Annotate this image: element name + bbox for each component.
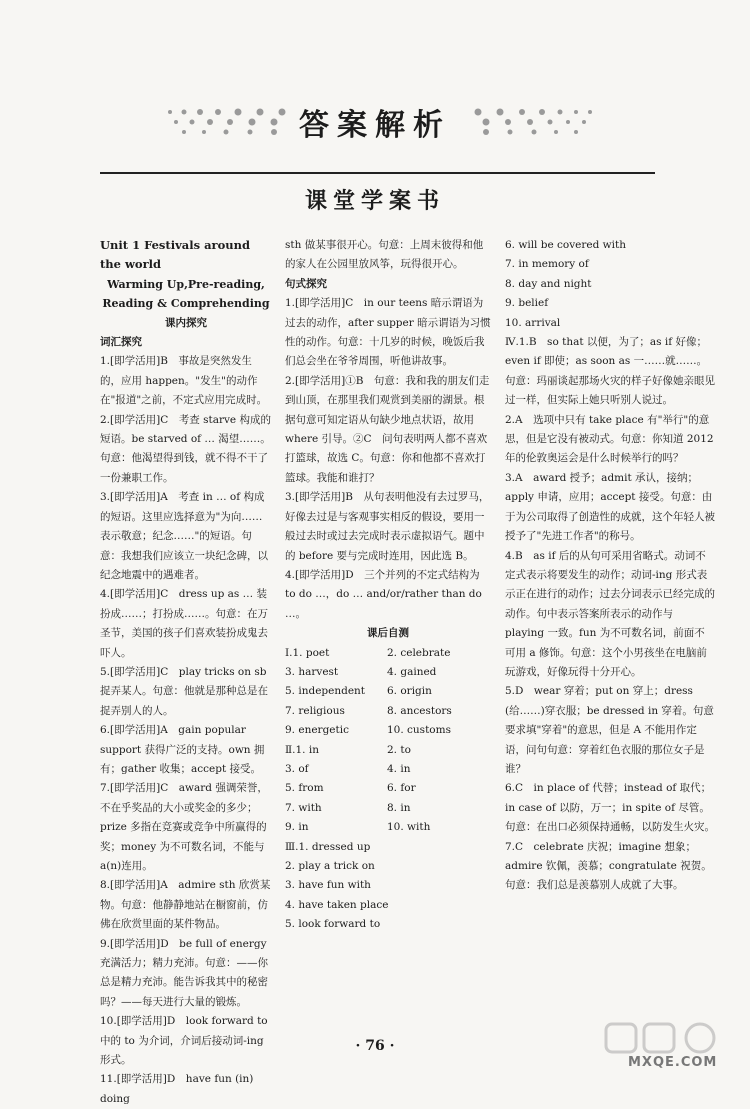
page-title: 答案解析 bbox=[299, 108, 451, 143]
answer-item: 4.[即学活用]D 三个并列的不定式结构为 to do …，do … and/or/rather than do …。 bbox=[285, 568, 482, 620]
exercise-answer: 3. harvest bbox=[285, 665, 339, 678]
answer-item: 5.[即学活用]C play tricks on sb 捉弄某人。句意：他就是那种总是在捉弄别人的人。 bbox=[100, 665, 268, 717]
answer-item: 3.[即学活用]A 考查 in … of 构成的短语。这里应选择意为"为向……表示敬意；纪念……"的短语。句意：我想我们应该立一块纪念碑，以纪念地震中的遇难者。 bbox=[100, 491, 268, 581]
exercise-answer: 10. customs bbox=[387, 724, 451, 737]
exercise-answer: 2. to bbox=[387, 743, 411, 756]
answer-item: 11.[即学活用]D have fun (in) doing bbox=[100, 1073, 254, 1105]
section-title: 课堂学案书 bbox=[304, 188, 445, 214]
page-number: · 76 · bbox=[355, 1038, 395, 1054]
answer-item: 6.[即学活用]A gain popular support 获得广泛的支持。own 拥有；gather 收集；accept 接受。 bbox=[100, 724, 265, 775]
sentence-heading: 句式探究 bbox=[285, 277, 327, 290]
header-rule bbox=[100, 172, 655, 174]
exercise-answer: 6. origin bbox=[387, 685, 432, 698]
exercise-answer: 9. in bbox=[285, 821, 309, 834]
exercise-answer: 9. energetic bbox=[285, 724, 349, 737]
exercise-answer: 5. from bbox=[285, 782, 324, 795]
answer-item: 1.[即学活用]B 事故是突然发生的，应用 happen。"发生"的动作在"报道"之前，不定式应用完成时。 bbox=[100, 355, 268, 407]
exercise-answer: 7. with bbox=[285, 801, 322, 814]
exercise-answer: 4. gained bbox=[387, 665, 437, 678]
exercise-2-grid bbox=[285, 741, 491, 838]
exercise-answer: 7. in memory of bbox=[505, 258, 589, 271]
answer-item: 4.B as if 后的从句可采用省略式。动词不定式表示将要发生的动作；动词-ing 形式表示正在进行的动作；过去分词表示已经完成的动作。句中表示答案所表示的动作与 playing 一致。fun 为不可数名词，前面不可用 a 修饰。句意：这个小男孩坐在电脑前玩游戏，好像玩得十分开心。 bbox=[505, 549, 715, 678]
lesson-heading-2: Reading & Comprehending bbox=[102, 297, 270, 311]
exercise-answer: 4. in bbox=[387, 762, 411, 775]
column-3 bbox=[505, 236, 715, 896]
section-heading: 课内探究 bbox=[165, 316, 207, 329]
exercise-answer: 2. celebrate bbox=[387, 646, 451, 659]
exercise-3-list bbox=[285, 838, 491, 935]
answer-item: 8.[即学活用]A admire sth 欣赏某物。句意：他静静地站在橱窗前，仿佛在欣赏里面的某件物品。 bbox=[100, 879, 271, 931]
exercise-answer: 8. day and night bbox=[505, 277, 592, 290]
exercise-answer: 5. independent bbox=[285, 685, 366, 698]
answer-item: 9.[即学活用]D be full of energy 充满活力；精力充沛。句意：——你总是精力充沛。能告诉我其中的秘密吗？——每天进行大量的锻炼。 bbox=[100, 937, 268, 1008]
test-heading: 课后自测 bbox=[367, 627, 409, 640]
lesson-heading-1: Warming Up,Pre-reading, bbox=[107, 277, 265, 291]
answer-item: 3.[即学活用]B 从句表明他没有去过罗马，好像去过是与客观事实相反的假设，要用一般过去时或过去完成时表示虚拟语气。题中的 before 要与完成时连用，因此选 B。 bbox=[285, 491, 490, 562]
answer-item: 2.[即学活用]C 考查 starve 构成的短语。be starved of … 渴望……。句意：他渴望得到钱，就不得不干了一份兼职工作。 bbox=[100, 413, 271, 484]
answer-item: 10.[即学活用]D look forward to 中的 to 为介词，介词后接动词-ing 形式。 bbox=[100, 1015, 268, 1067]
unit-heading: Unit 1 Festivals around the world bbox=[100, 238, 251, 272]
answer-item: 7.[即学活用]C award 强调荣誉，不在乎奖品的大小或奖金的多少；prize 多指在竞赛或竞争中所赢得的奖；money 为不可数名词，不能与 a(n)连用。 bbox=[100, 782, 268, 872]
exercise-3-list-continued bbox=[505, 236, 715, 333]
answer-item: 3.A award 授予；admit 承认，接纳；apply 申请，应用；accept 接受。句意：由于为公司取得了创造性的成就，这个年轻人被授予了"先进工作者"的称号。 bbox=[505, 471, 715, 543]
exercise-answer: 3. have fun with bbox=[285, 879, 371, 892]
exercise-1-grid bbox=[285, 644, 491, 741]
exercise-answer: Ⅱ.1. in bbox=[285, 743, 319, 756]
exercise-answer: Ⅲ.1. dressed up bbox=[285, 840, 371, 853]
answer-item: 5.D wear 穿着；put on 穿上；dress (给……)穿衣服；be dressed in 穿着。句意要求填"穿着"的意思，但是 A 不能用作定语，问句句意：穿着红色衣服的那位女子是谁？ bbox=[505, 685, 714, 775]
answer-item: 6.C in place of 代替；instead of 取代；in case of 以防，万一；in spite of 尽管。句意：在出口必须保持通畅，以防发生火灾。 bbox=[505, 782, 715, 834]
answer-item: 2.[即学活用]①B 句意：我和我的朋友们走到山顶，在那里我们观赏到美丽的湖景。根据句意可知定语从句缺少地点状语，故用 where 引导。②C 问句表明两人都不喜欢打篮球，故选 C。句意：你和他都不喜欢打篮球。我能和谁打？ bbox=[285, 374, 490, 484]
watermark-text: MXQE.COM bbox=[628, 1055, 718, 1070]
exercise-answer: 6. will be covered with bbox=[505, 239, 626, 251]
column-2 bbox=[285, 236, 491, 935]
answer-item: 2.A 选项中只有 take place 有"举行"的意思，但是它没有被动式。句意：你知道 2012 年的伦敦奥运会是什么时候举行的吗？ bbox=[505, 413, 714, 465]
exercise-answer: Ⅰ.1. poet bbox=[285, 646, 330, 659]
exercise-answer: 5. look forward to bbox=[285, 918, 381, 931]
exercise-answer: 7. religious bbox=[285, 704, 345, 717]
answer-item: 4.[即学活用]C dress up as … 装扮成……；打扮成……。句意：在万圣节，美国的孩子们喜欢装扮成鬼去吓人。 bbox=[100, 588, 268, 659]
vocab-heading: 词汇探究 bbox=[100, 336, 142, 349]
exercise-answer: 2. play a trick on bbox=[285, 860, 375, 872]
exercise-answer: 4. have taken place bbox=[285, 898, 389, 911]
exercise-answer: 10. arrival bbox=[505, 316, 561, 329]
exercise-answer: 10. with bbox=[387, 821, 431, 834]
column-1 bbox=[100, 236, 272, 1109]
exercise-answer: 9. belief bbox=[505, 297, 549, 310]
answer-item: 1.[即学活用]C in our teens 暗示谓语为过去的动作，after supper 暗示谓语为习惯性的动作。句意：十几岁的时候，晚饭后我们总会坐在爷爷周围，听他讲故事。 bbox=[285, 297, 491, 368]
answer-continuation: sth 做某事很开心。句意：上周末彼得和他的家人在公园里放风筝，玩得很开心。 bbox=[285, 239, 484, 271]
answer-item: Ⅳ.1.B so that 以便，为了；as if 好像；even if 即使；as soon as 一……就……。句意：玛丽谈起那场火灾的样子好像她亲眼见过一样，但实际上她只听别人说过。 bbox=[505, 336, 715, 407]
exercise-answer: 8. ancestors bbox=[387, 704, 452, 717]
exercise-answer: 3. of bbox=[285, 762, 309, 775]
title-decoration-right bbox=[470, 104, 600, 138]
exercise-answer: 6. for bbox=[387, 782, 416, 795]
answer-item: 7.C celebrate 庆祝；imagine 想象；admire 钦佩，羡慕；congratulate 祝贺。句意：我们总是羡慕别人成就了大事。 bbox=[505, 840, 712, 892]
exercise-answer: 8. in bbox=[387, 801, 411, 814]
